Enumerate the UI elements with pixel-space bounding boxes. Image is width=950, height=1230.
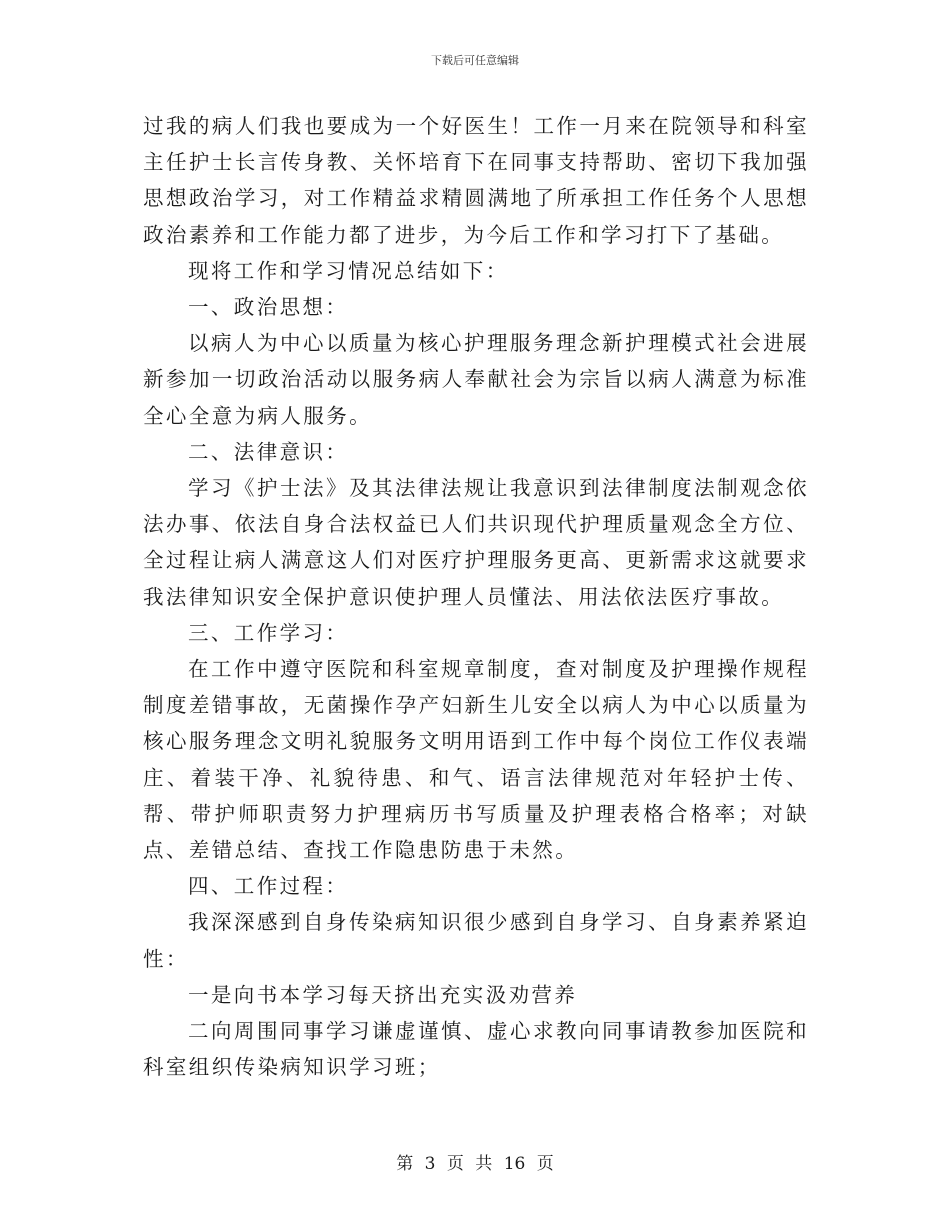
- paragraph-law: 学习《护士法》及其法律法规让我意识到法律制度法制观念依法办事、依法自身合法权益已人们共识现代护理质量观念全方位、全过程让病人满意这人们对医疗护理服务更高、更新需求这就要求我法律知识安全保护意识使护理人员懂法、用法依法医疗事故。: [143, 476, 809, 609]
- section-heading-law: 二、法律意识：: [188, 439, 349, 464]
- section-heading-work-study: 三、工作学习：: [188, 620, 349, 645]
- page-number: 第 3 页 共 16 页: [396, 1154, 554, 1174]
- document-body: [143, 108, 809, 1085]
- paragraph-2: 现将工作和学习情况总结如下：: [188, 258, 509, 283]
- paragraph-point-two: 二向周围同事学习谦虚谨慎、虚心求教向同事请教参加医院和科室组织传染病知识学习班；: [143, 1019, 809, 1080]
- header-note: 下载后可任意编辑: [431, 54, 519, 67]
- paragraph-work-process: 我深深感到自身传染病知识很少感到自身学习、自身素养紧迫性：: [143, 910, 809, 971]
- section-heading-politics: 一、政治思想：: [188, 295, 349, 320]
- section-heading-work-process: 四、工作过程：: [188, 874, 349, 899]
- paragraph-point-one: 一是向书本学习每天挤出充实汲劝营养: [188, 982, 578, 1007]
- paragraph-politics: 以病人为中心以质量为核心护理服务理念新护理模式社会进展新参加一切政治活动以服务病人奉献社会为宗旨以病人满意为标准全心全意为病人服务。: [143, 331, 809, 428]
- paragraph-work-study: 在工作中遵守医院和科室规章制度，查对制度及护理操作规程制度差错事故，无菌操作孕产妇新生儿安全以病人为中心以质量为核心服务理念文明礼貌服务文明用语到工作中每个岗位工作仪表端庄、着装干净、礼貌待患、和气、语言法律规范对年轻护士传、帮、带护师职责努力护理病历书写质量及护理表格合格率；对缺点、差错总结、查找工作隐患防患于未然。: [143, 657, 809, 863]
- paragraph-1: 过我的病人们我也要成为一个好医生！工作一月来在院领导和科室主任护士长言传身教、关怀培育下在同事支持帮助、密切下我加强思想政治学习，对工作精益求精圆满地了所承担工作任务个人思想政治素养和工作能力都了进步，为今后工作和学习打下了基础。: [143, 114, 809, 247]
